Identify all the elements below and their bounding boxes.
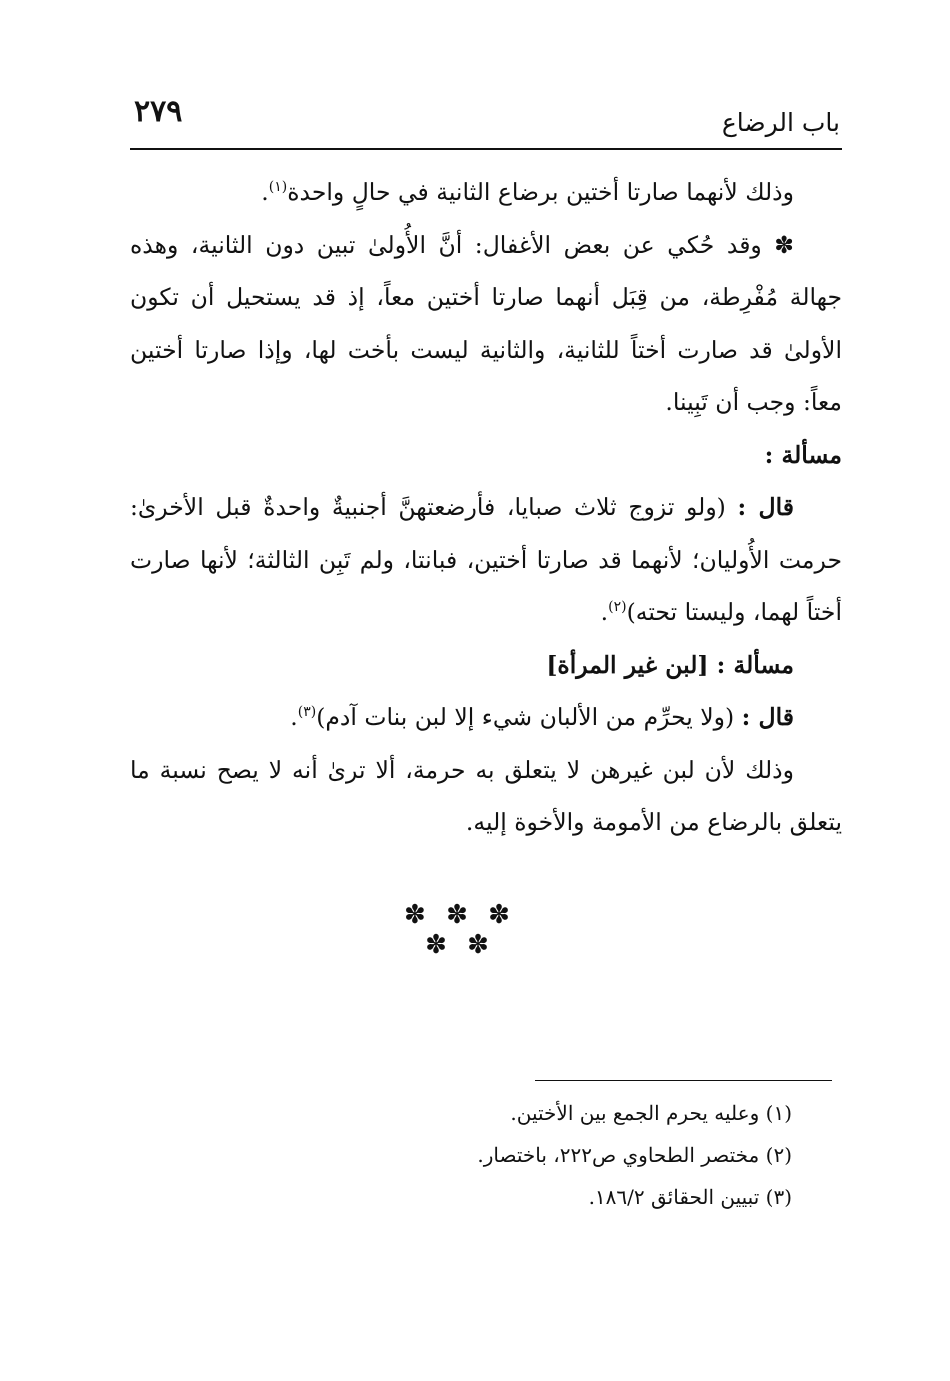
footnotes [430,1092,832,1218]
section-heading-2 [130,639,842,692]
footnote-ref-1: (١) [268,179,288,196]
paragraph-5: وذلك لأن لبن غيرهن لا يتعلق به حرمة، ألا ترىٰ أنه لا يصح نسبة ما يتعلق بالرضاع من الأمومة والأخوة إليه. [130,755,842,836]
section-heading-2-title: [لبن غير المرأة] [546,650,717,679]
paragraph-4 [130,691,842,744]
footnote-divider [535,1080,832,1081]
footnote-ref-2: (٢) [608,599,627,616]
paragraph-3-text: (ولو تزوج ثلاث صبايا، فأرضعتهنَّ أجنبيةٌ واحدةٌ قبل الأخرىٰ: حرمت الأُوليان؛ لأنهما قد صارتا أختين، فبانتا، ولم تَبِن الثالثة؛ لأنها صارت أختاً لهما، وليستا تحته) [130,493,842,626]
paragraph-3 [130,481,842,639]
paragraph-2: ✽ وقد حُكي عن بعض الأغفال: أنَّ الأُولىٰ تبين دون الثانية، وهذه جهالة مُفْرِطة، من قِبَل أنهما صارتا أختين معاً، إذ قد يستحيل أن تكون الأولىٰ قد صارت أختاً للثانية، والثانية ليست بأخت لها، وإذا صارتا أختين معاً: وجب أن تَبِينا. [130,230,842,416]
footnote-2: (٢) مختصر الطحاوي ص٢٢٢، باختصار. [477,1143,792,1167]
paragraph-1-text: وذلك لأنهما صارتا أختين برضاع الثانية في حالٍ واحدة [287,178,794,206]
section-separator: ✽ ✽ ✽ ✽ ✽ [404,900,516,960]
paragraph-4-end: . [290,703,298,731]
paragraph-1-end: . [261,178,269,206]
paragraph-3-end: . [600,598,609,626]
section-heading-1: مسألة : [764,440,842,469]
running-title: باب الرضاع [721,108,840,137]
qala-label-2: قال : [741,703,794,731]
page-number: ٢٧٩ [134,94,183,129]
section-heading-2-label: مسألة : [716,650,794,679]
main-text [130,166,842,849]
page-header [130,92,842,150]
footnote-3: (٣) تبيين الحقائق ١٨٦/٢. [588,1185,792,1209]
qala-label-1: قال : [737,493,794,521]
paragraph-1 [130,166,842,219]
footnote-ref-3: (٣) [297,704,317,721]
footnote-1: (١) وعليه يحرم الجمع بين الأختين. [510,1101,792,1125]
paragraph-4-text: (ولا يحرِّم من الألبان شيء إلا لبن بنات آدم) [316,703,742,731]
